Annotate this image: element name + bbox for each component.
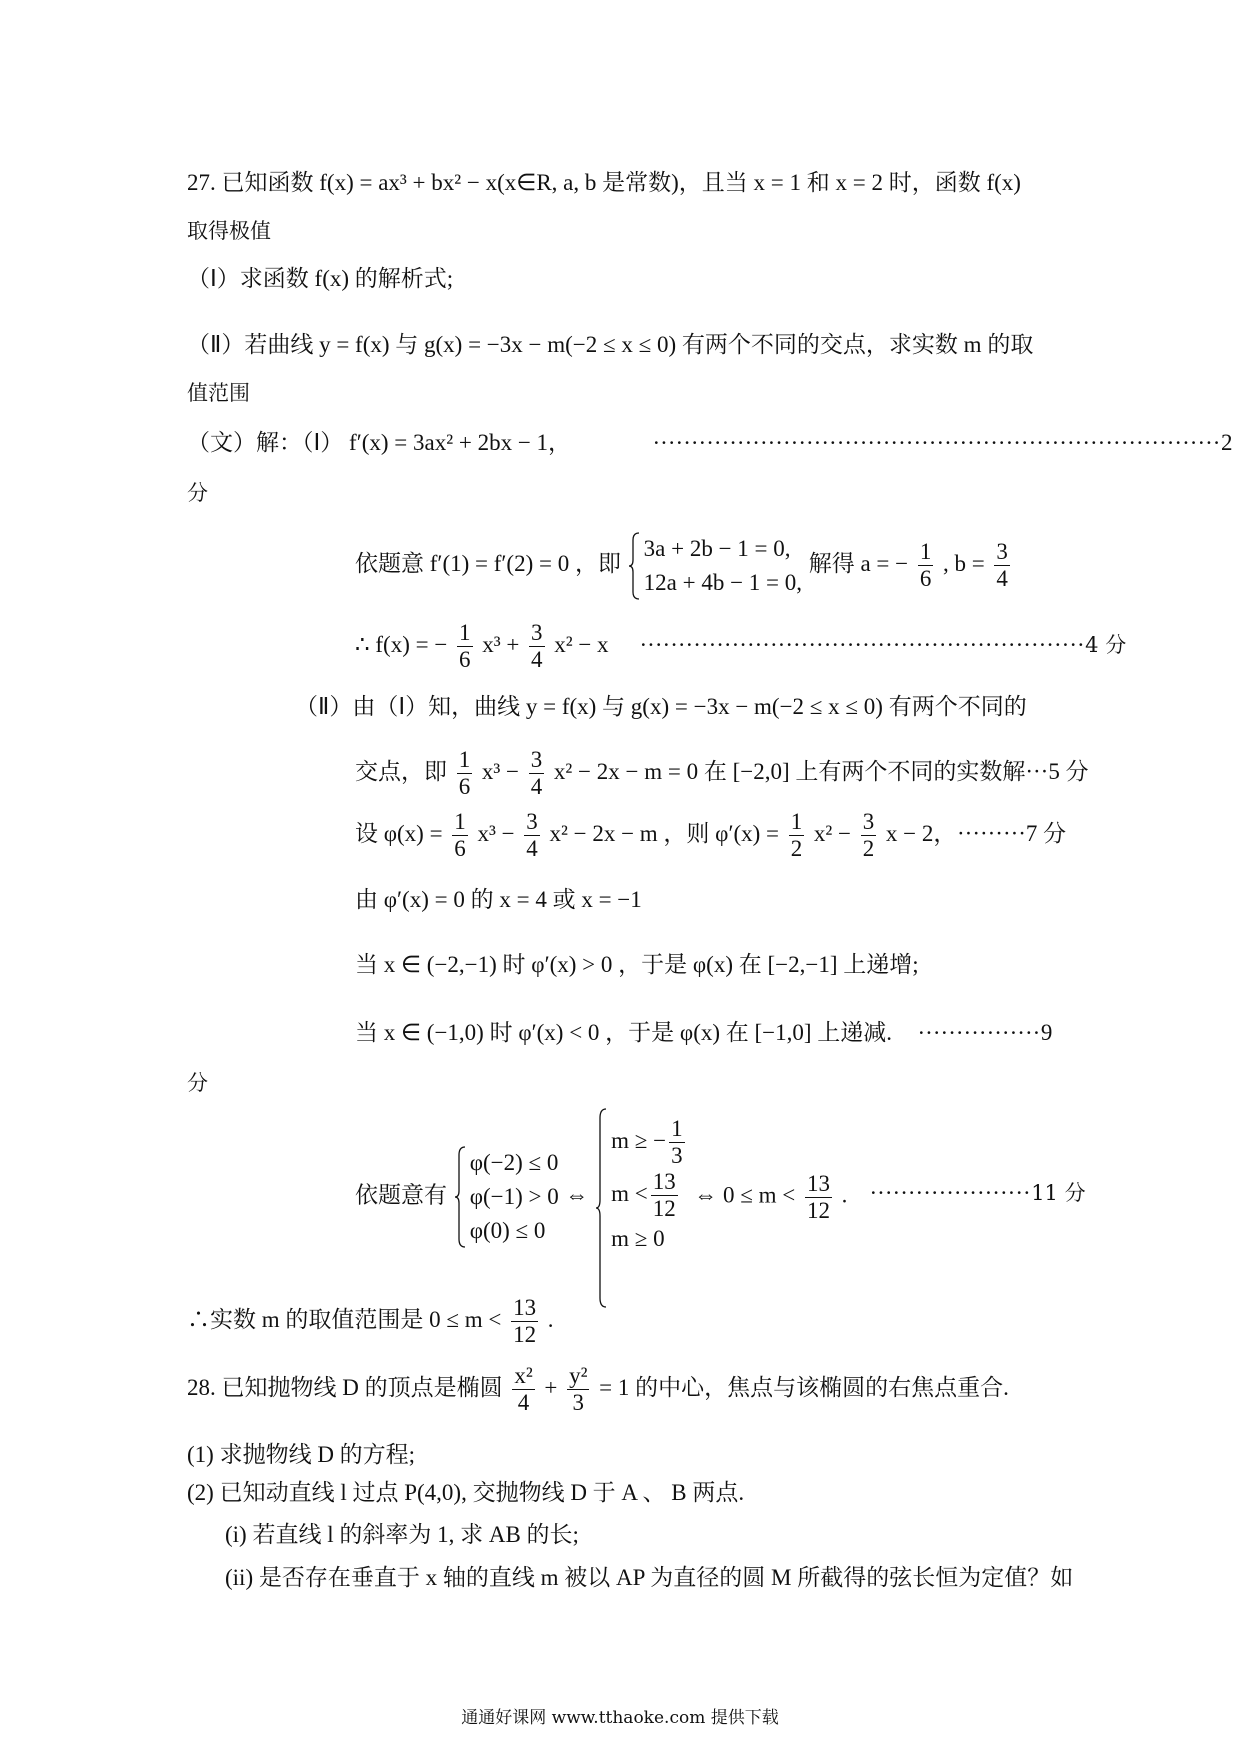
fraction: $\frac{3}{4}$	[996, 539, 1008, 591]
leader-dots: ··························································	[640, 633, 1086, 657]
part2-you: 由 φ′(x) = 0 的 x = 4 或 x = −1	[355, 887, 642, 912]
solution-head: （文）解：（Ⅰ） f′(x) = 3ax² + 2bx − 1，	[187, 430, 572, 455]
score-dots-2: ··········································································2	[653, 428, 1232, 458]
part2-she: 设 φ(x) = $\frac{1}{6}$ x³ − $\frac{3}{4}$ x² − 2x − m ，则 φ′(x) = $\frac{1}{2}$ x² − $\frac{3}{2}$ x − 2，	[355, 809, 957, 861]
problem-27-intro-cont: 取得极值	[187, 219, 271, 243]
system-row: 12a + 4b − 1 = 0,	[643, 569, 803, 595]
part2-jiaodian: 交点，即 $\frac{1}{6}$ x³ − $\frac{3}{4}$ x² − 2x − m = 0 在 [−2,0] 上有两个不同的实数解···5 分	[355, 747, 1089, 799]
fraction: $\frac{13}{12}$	[652, 1169, 676, 1221]
system-row: m ≥ 0	[611, 1226, 665, 1251]
fen-2: 分	[187, 1071, 208, 1095]
system-row: 3a + 2b − 1 = 0,	[643, 535, 791, 561]
fraction: $\frac{1}{6}$	[459, 620, 471, 672]
fraction: $\frac{1}{2}$	[790, 809, 803, 861]
question-27-part2-cont: 值范围	[187, 381, 250, 405]
fen-1: 分	[187, 481, 208, 505]
conclusion-line: ∴实数 m 的取值范围是 0 ≤ m < $\frac{13}{12}$ .	[187, 1295, 554, 1347]
score-dots-9: ················9	[918, 1018, 1052, 1048]
system-row: m ≥ − $\frac{1}{3}$	[611, 1116, 683, 1168]
system-row: φ(0) ≤ 0	[469, 1218, 546, 1243]
condition-line: 依题意 f′(1) = f′(2) = 0 ，即 3a + 2b − 1 = 0, 12a + 4b − 1 = 0, 解得 a = − $\frac{1}{6}$ , b = $\frac{3}{4}$	[355, 524, 1013, 604]
condition-system-line: 依题意有 φ(−2) ≤ 0 φ(−1) > 0 φ(0) ≤ 0 ⇔ m ≥ − $\frac{1}{3}$ m < $\frac{13}{12}$ m ≥ 0 ⇔ 0 ≤ m < $\frac{13}{12}$ .	[355, 1108, 847, 1286]
fraction: $\frac{1}{6}$	[919, 539, 932, 591]
leader-dots: ·····················	[870, 1181, 1032, 1205]
part2-dang1: 当 x ∈ (−2,−1) 时 φ′(x) > 0 ，于是 φ(x) 在 [−2,−1] 上递增;	[355, 952, 919, 977]
leader-dots: ··········································································	[653, 431, 1221, 455]
fraction: $\frac{1}{3}$	[671, 1116, 683, 1168]
fraction: $\frac{13}{12}$	[806, 1170, 830, 1223]
score-7: ·········7 分	[957, 821, 1067, 846]
score-dots-4: ··························································4 分	[640, 630, 1126, 660]
brace-icon	[595, 1108, 607, 1308]
fraction: $\frac{3}{2}$	[862, 809, 875, 861]
problem-28-intro: 28. 已知抛物线 D 的顶点是椭圆 $\frac{\text{x²}}{4}$ + $\frac{\text{y²}}{3}$ = 1 的中心，焦点与该椭圆的右焦点重合.	[187, 1363, 1009, 1415]
fraction: $\frac{3}{4}$	[530, 747, 543, 799]
question-28-part1: (1) 求抛物线 D 的方程;	[187, 1442, 416, 1467]
fraction: $\frac{\text{y²}}{3}$	[569, 1363, 588, 1415]
question-28-part2-ii: (ii) 是否存在垂直于 x 轴的直线 m 被以 AP 为直径的圆 M 所截得的弦长恒为定值？如	[225, 1565, 1074, 1590]
fraction: $\frac{13}{12}$	[513, 1295, 537, 1347]
part2-line1: （Ⅱ）由（Ⅰ）知，曲线 y = f(x) 与 g(x) = −3x − m(−2 ≤ x ≤ 0) 有两个不同的	[295, 694, 1027, 719]
system-row: m < $\frac{13}{12}$	[611, 1169, 676, 1221]
fraction: $\frac{1}{6}$	[458, 747, 471, 799]
question-28-part2: (2) 已知动直线 l 过点 P(4,0), 交抛物线 D 于 A 、 B 两点.	[187, 1480, 745, 1505]
problem-27-intro: 27. 已知函数 f(x) = ax³ + bx² − x(x∈R, a, b 是常数)，且当 x = 1 和 x = 2 时，函数 f(x)	[187, 170, 1021, 195]
fraction: $\frac{\text{x²}}{4}$	[514, 1363, 533, 1415]
part2-dang2: 当 x ∈ (−1,0) 时 φ′(x) < 0 ，于是 φ(x) 在 [−1,0] 上递减.	[355, 1020, 893, 1045]
question-28-part2-i: (i) 若直线 l 的斜率为 1, 求 AB 的长;	[225, 1522, 579, 1547]
score-dots-11: ·····················11 分	[870, 1178, 1086, 1208]
system-row: φ(−2) ≤ 0	[469, 1150, 559, 1175]
brace-icon	[454, 1146, 466, 1248]
footer-source: 通通好课网 www.tthaoke.com 提供下载	[461, 1708, 779, 1728]
question-27-part1: （Ⅰ）求函数 f(x) 的解析式;	[187, 266, 454, 291]
brace-icon	[628, 532, 640, 600]
system-row: φ(−1) > 0	[469, 1184, 559, 1209]
fx-result-line: ∴ f(x) = − $\frac{1}{6}$ x³ + $\frac{3}{4}$ x² − x	[355, 620, 609, 672]
equation-system-1	[628, 532, 802, 600]
equation-system-3	[595, 1108, 687, 1286]
leader-dots: ················	[918, 1021, 1041, 1045]
question-27-part2: （Ⅱ）若曲线 y = f(x) 与 g(x) = −3x − m(−2 ≤ x ≤ 0) 有两个不同的交点，求实数 m 的取	[187, 332, 1034, 357]
fraction: $\frac{1}{6}$	[454, 809, 466, 861]
equation-system-2	[454, 1146, 559, 1248]
fraction: $\frac{3}{4}$	[526, 809, 538, 861]
fraction: $\frac{3}{4}$	[531, 620, 543, 672]
